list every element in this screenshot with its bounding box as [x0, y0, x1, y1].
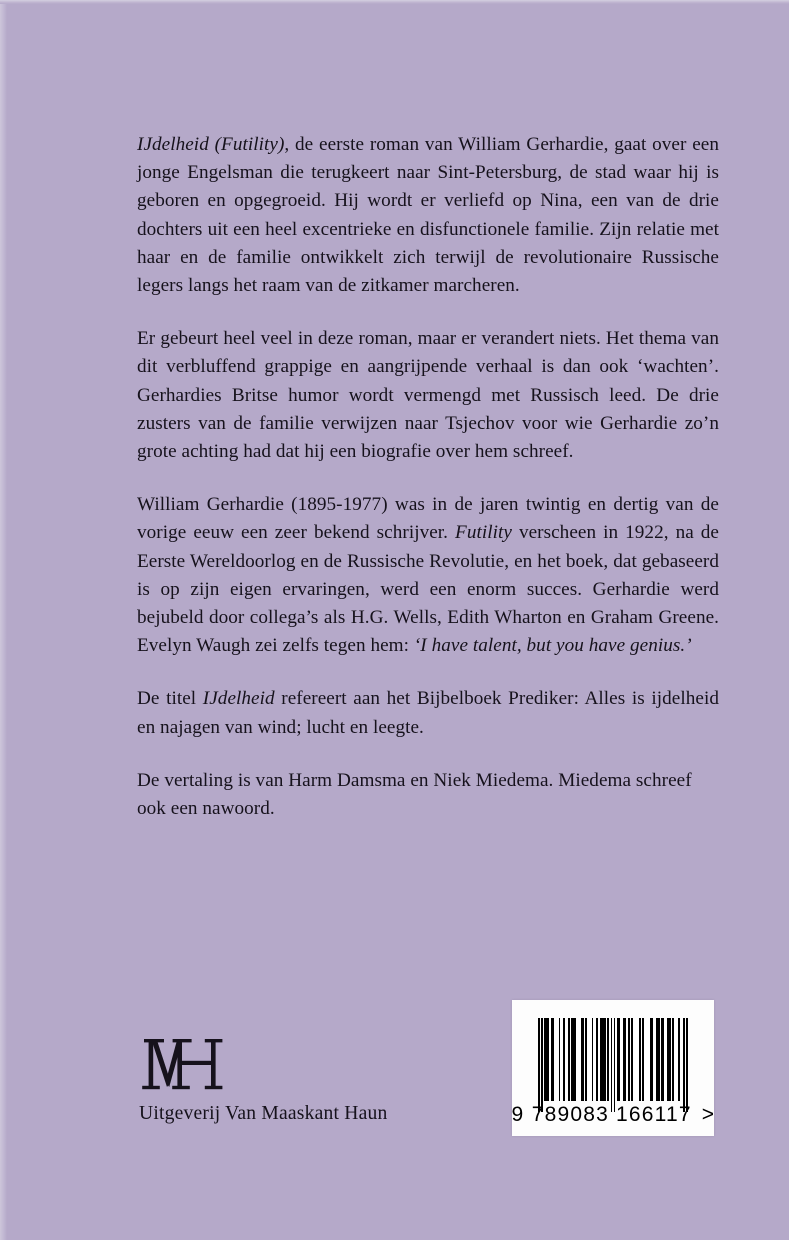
page-edge-top — [0, 0, 789, 4]
blurb-run: ‘I have talent, but you have genius.’ — [413, 635, 692, 657]
blurb-run: IJdelheid — [202, 688, 275, 710]
blurb-run: verscheen in 1922, na de Eerste Wereldoorlog en de Russische Revolutie, en het boek, dat gebaseerd is op zijn eigen ervaringen, werd een enorm succes. Gerhardie werd bejubeld door collega’s als H.G. Wells, Edith Wharton en Graham Greene. Evelyn Waugh zei zelfs tegen hem: — [137, 522, 719, 657]
barcode-bars — [538, 1018, 688, 1101]
barcode-bar — [686, 1018, 688, 1112]
publisher-name: Uitgeverij Van Maaskant Haun — [139, 1103, 388, 1124]
blurb-run: Er gebeurt heel veel in deze roman, maar er verandert niets. Het thema van dit verbluffend grappige en aangrijpende verhaal is dan ook ‘wachten’. Gerhardies Britse humor wordt vermengd met Russisch leed. De drie zusters van de familie verwijzen naar Tsjechov voor wie Gerhardie zo’n grote achting had dat hij een biografie over hem schreef. — [137, 328, 719, 463]
blurb-run: William Gerhardie (1895-1977) was in de jaren twintig en dertig van de vorige eeuw een zeer bekend schrijver. — [137, 494, 719, 544]
blurb-run: refereert aan het Bijbelboek Prediker: Alles is ijdelheid en najagen van wind; lucht en leegte. — [137, 688, 719, 738]
blurb-run: IJdelheid (Futility) — [137, 134, 285, 155]
publisher-logo-mh-icon — [139, 1036, 235, 1092]
blurb-run: Futility — [455, 522, 512, 544]
isbn-barcode — [512, 1000, 714, 1136]
blurb-run: De vertaling is van Harm Damsma en Niek Miedema. Miedema schreef ook een nawoord. — [137, 769, 692, 820]
publisher-block — [139, 1036, 469, 1126]
barcode-terminator: > — [701, 1103, 715, 1126]
barcode-digits — [511, 1103, 715, 1126]
barcode-lead-digit: 9 — [511, 1103, 524, 1126]
blurb-paragraph-3 — [137, 491, 719, 660]
blurb-paragraph-5 — [137, 767, 719, 823]
barcode-group-digits: 789083 166117 — [531, 1103, 692, 1126]
page-edge-left — [0, 0, 7, 1240]
blurb-paragraph-1 — [137, 131, 719, 300]
blurb-paragraph-4 — [137, 685, 719, 741]
blurb-run: , de eerste roman van William Gerhardie, gaat over een jonge Engelsman die terugkeert naar Sint-Petersburg, de stad waar hij is geboren en opgegroeid. Hij wordt er verliefd op Nina, een van de drie dochters uit een heel excentrieke en disfunctionele familie. Zijn relatie met haar en de familie ontwikkelt zich terwijl de revolutionaire Russische legers langs het raam van de zitkamer marcheren. — [137, 134, 719, 297]
blurb-run: De titel — [137, 688, 203, 710]
blurb-text-block — [137, 131, 719, 823]
blurb-paragraph-2 — [137, 325, 719, 466]
